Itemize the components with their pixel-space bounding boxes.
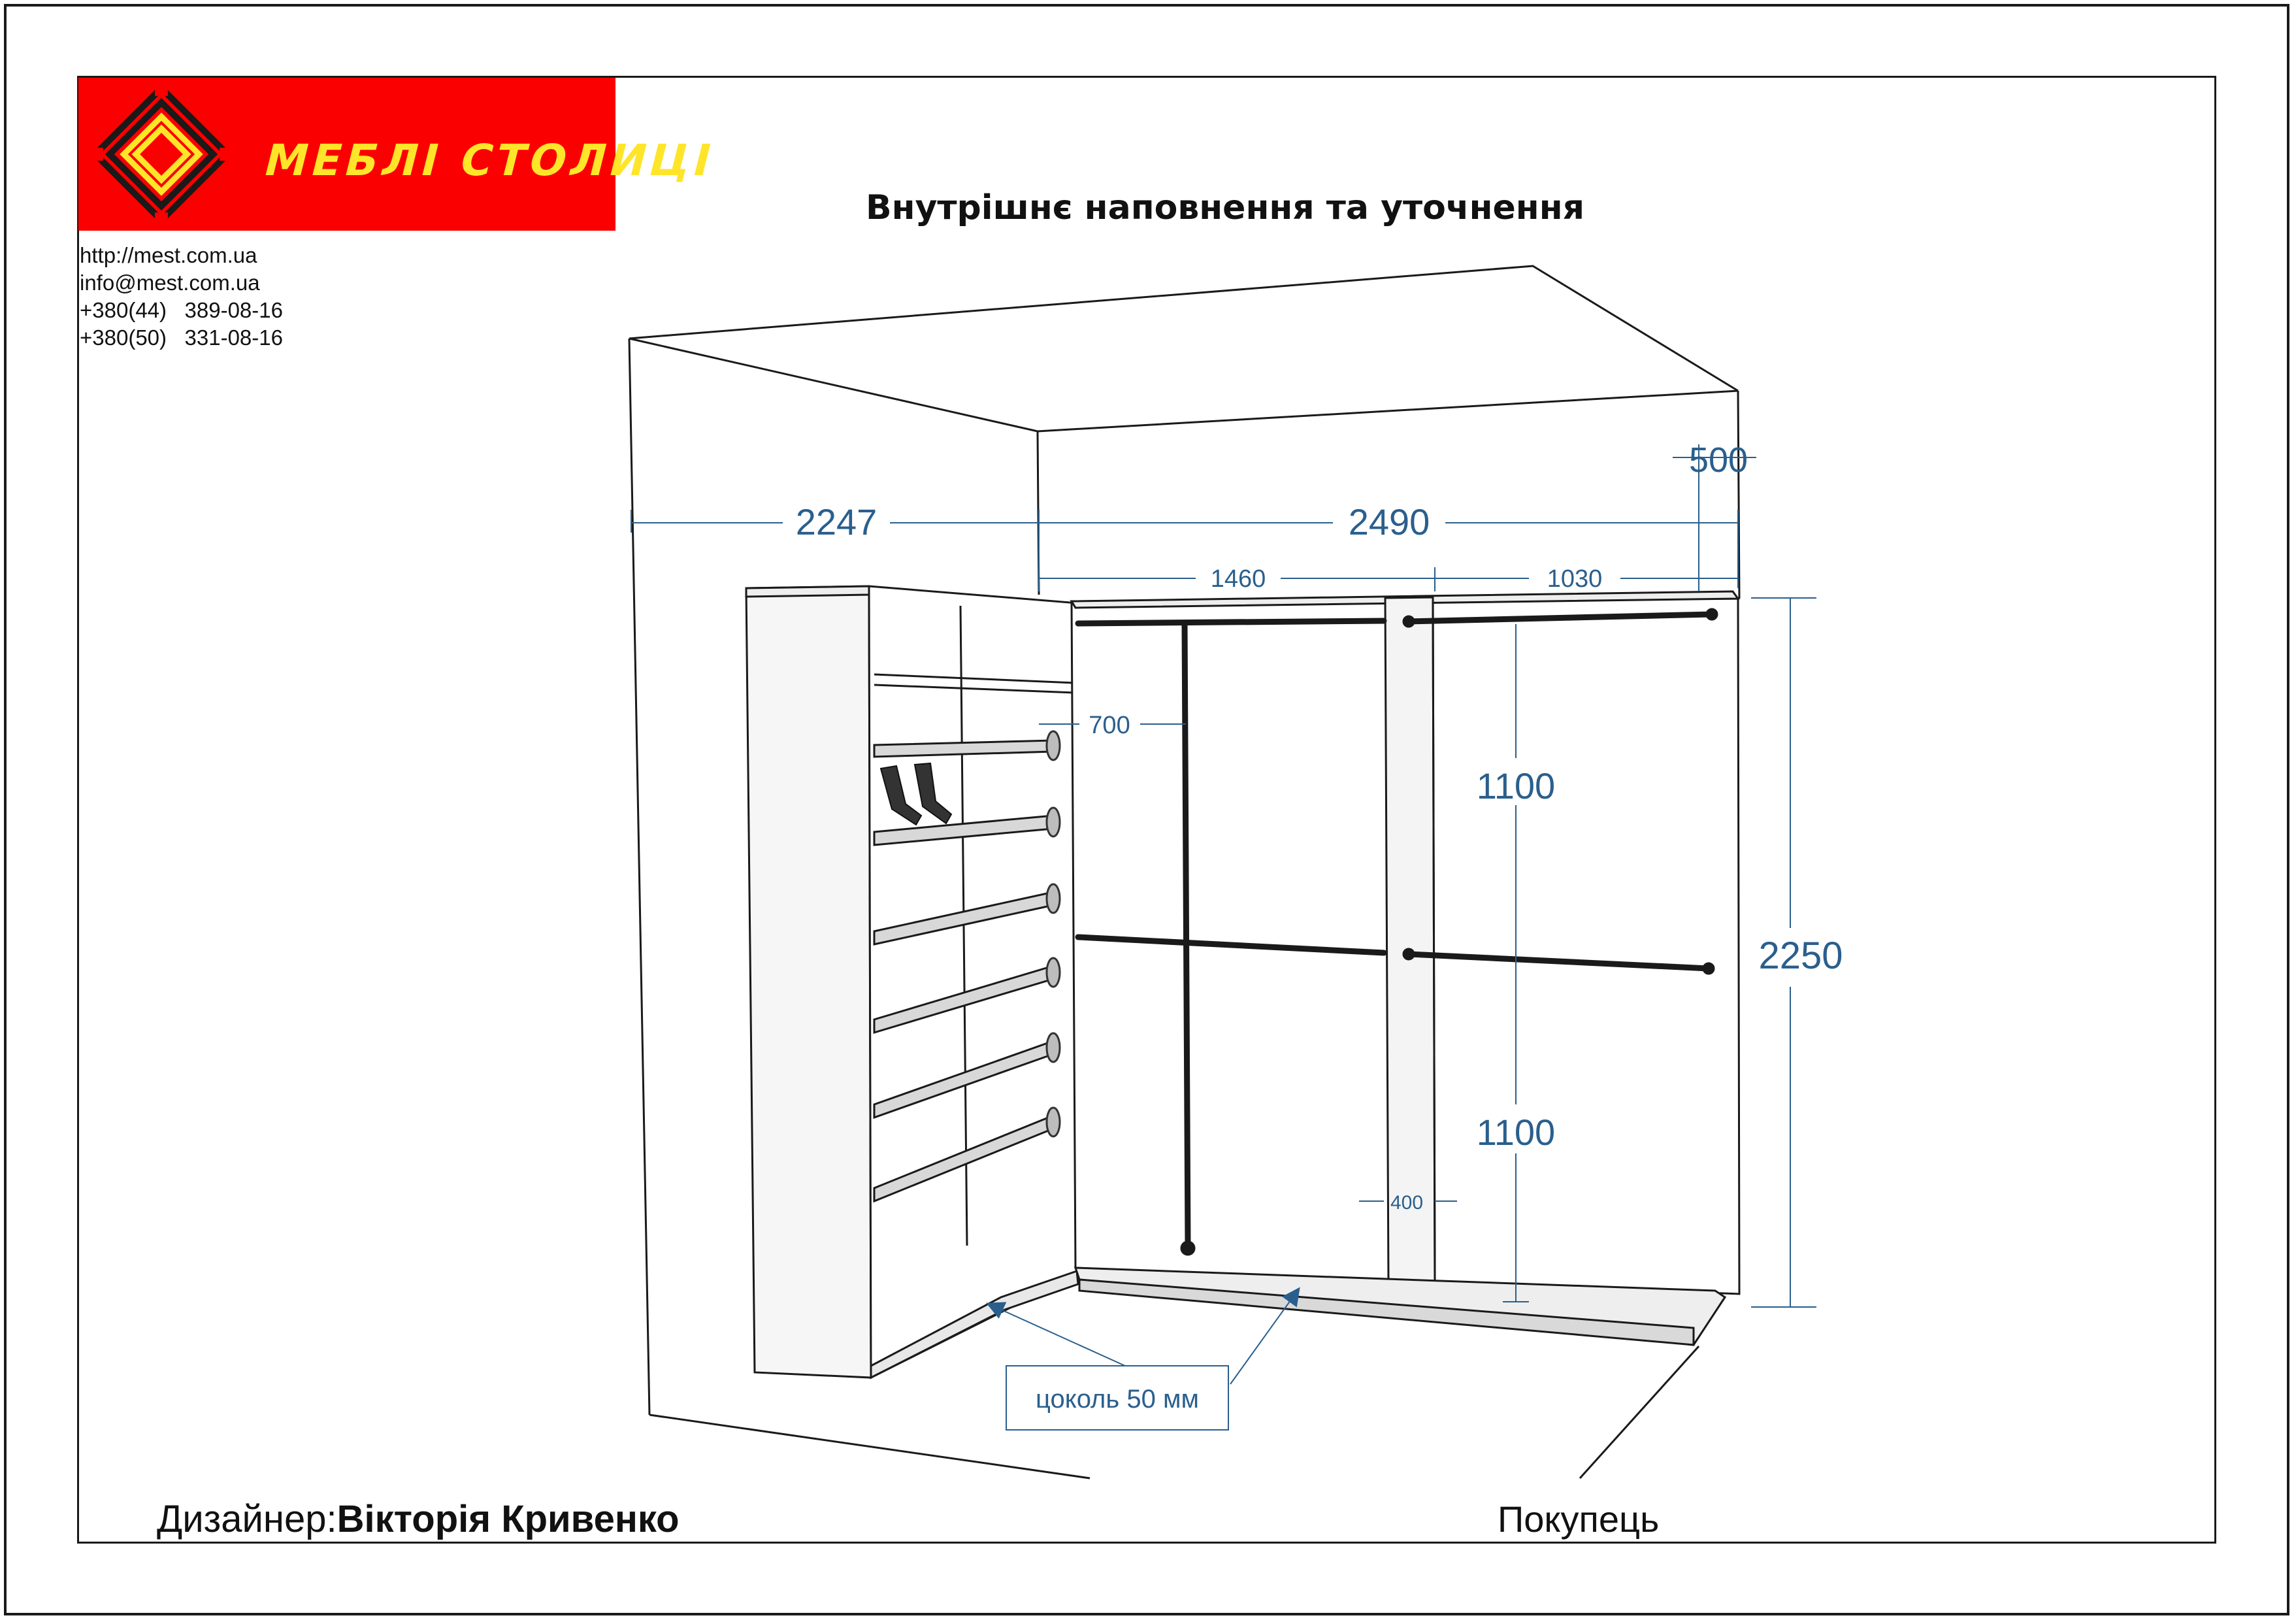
buyer-label: Покупець bbox=[1498, 1498, 1660, 1540]
dim-500: 500 bbox=[1688, 440, 1748, 480]
dim-2250: 2250 bbox=[1758, 935, 1843, 977]
dim-700: 700 bbox=[1089, 712, 1130, 739]
dim-1100-lower: 1100 bbox=[1476, 1112, 1556, 1153]
email-link[interactable]: info@mest.com.ua bbox=[80, 271, 260, 295]
dim-2247: 2247 bbox=[795, 501, 877, 542]
dim-1100-upper: 1100 bbox=[1476, 765, 1556, 806]
phone-1: +380(44) 389-08-16 bbox=[80, 298, 283, 322]
dim-1030: 1030 bbox=[1547, 565, 1603, 593]
designer-label: Дизайнер: bbox=[157, 1498, 337, 1540]
dim-1460: 1460 bbox=[1210, 565, 1266, 593]
designer-signature bbox=[157, 1497, 680, 1542]
main-wardrobe bbox=[1072, 591, 1739, 1345]
website-link[interactable]: http://mest.com.ua bbox=[80, 243, 257, 267]
shoe-shelf-unit bbox=[746, 586, 1078, 1378]
designer-name: Вікторія Кривенко bbox=[336, 1498, 680, 1540]
dim-400: 400 bbox=[1390, 1192, 1424, 1214]
brand-name: МЕБЛІ СТОЛИЦІ bbox=[259, 135, 721, 186]
plinth-callout: цоколь 50 мм bbox=[1036, 1385, 1199, 1414]
dim-2490: 2490 bbox=[1348, 501, 1430, 542]
phone-2: +380(50) 331-08-16 bbox=[80, 325, 283, 350]
page-title: Внутрішнє наповнення та уточнення bbox=[865, 188, 1585, 227]
